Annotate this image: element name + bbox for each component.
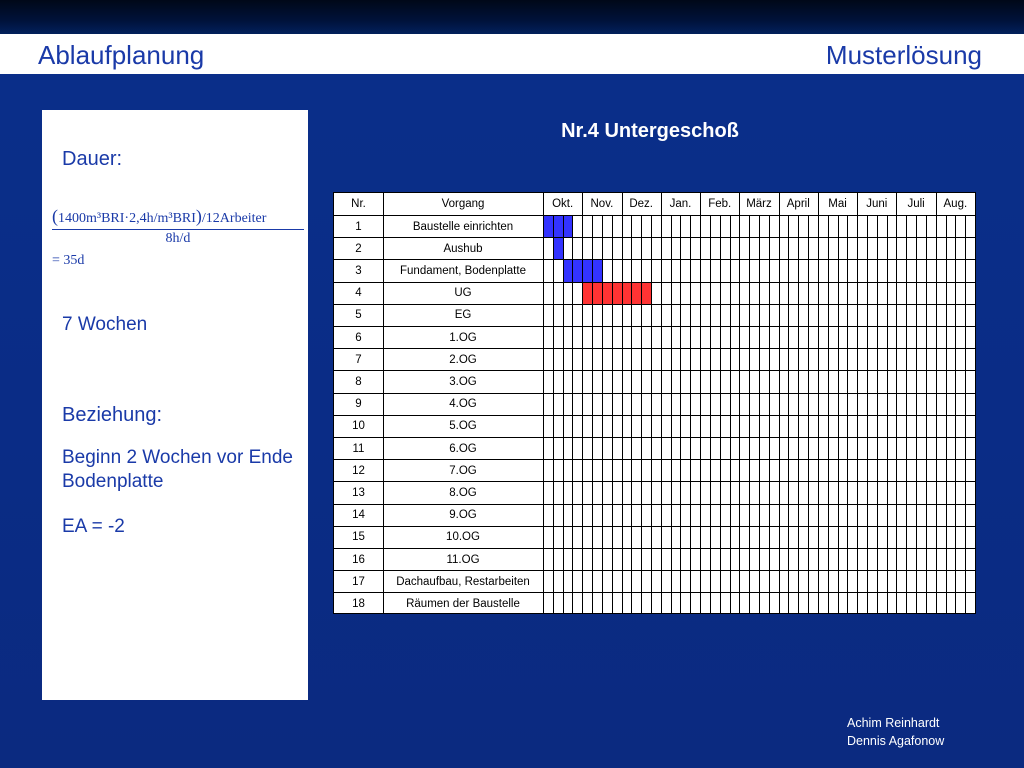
row-vorgang: 11.OG	[446, 553, 480, 566]
row-divider	[543, 282, 975, 283]
row-vorgang: 3.OG	[449, 375, 477, 388]
header-month: Mai	[828, 198, 847, 210]
header-month: Jan.	[669, 198, 692, 210]
header-month: Dez.	[629, 198, 653, 210]
ea-value: EA = -2	[62, 516, 125, 537]
row-nr: 6	[355, 331, 362, 344]
month-divider	[661, 193, 662, 613]
row-divider	[543, 215, 975, 216]
row-vorgang: Aushub	[443, 242, 483, 255]
header-month: Juni	[866, 198, 888, 210]
row-nr: 3	[355, 264, 362, 277]
formula-numerator-tail: /12Arbeiter	[201, 211, 267, 226]
row-vorgang: 1.OG	[449, 331, 477, 344]
month-divider	[779, 193, 780, 613]
row-vorgang: 5.OG	[449, 420, 477, 433]
gantt-table	[333, 192, 976, 614]
table-row	[334, 548, 975, 570]
table-row	[334, 504, 975, 526]
table-row	[334, 326, 975, 348]
row-nr: 13	[352, 486, 365, 499]
row-nr: 7	[355, 353, 362, 366]
authors	[847, 714, 944, 750]
month-divider	[818, 193, 819, 613]
table-row	[334, 437, 975, 459]
row-nr: 5	[355, 309, 362, 322]
row-vorgang: 8.OG	[449, 486, 477, 499]
header-month: Nov.	[590, 198, 614, 210]
row-divider	[543, 570, 975, 571]
page-title: Ablaufplanung	[38, 40, 205, 70]
row-vorgang: Fundament, Bodenplatte	[400, 264, 526, 277]
row-vorgang: 9.OG	[449, 509, 477, 522]
column-divider	[383, 193, 384, 613]
table-row	[334, 259, 975, 281]
table-row	[334, 215, 975, 237]
row-vorgang: Baustelle einrichten	[412, 220, 514, 233]
row-divider	[543, 326, 975, 327]
table-row	[334, 370, 975, 392]
explanation-panel	[42, 110, 308, 700]
row-vorgang: UG	[454, 287, 472, 300]
table-row	[334, 348, 975, 370]
top-band	[0, 0, 1024, 34]
row-nr: 17	[352, 575, 365, 588]
row-nr: 8	[355, 375, 362, 388]
gantt-title: Nr.4 Untergeschoß	[561, 120, 739, 142]
row-nr: 1	[355, 220, 362, 233]
row-nr: 12	[352, 464, 365, 477]
row-vorgang: Dachaufbau, Restarbeiten	[396, 575, 530, 588]
month-divider	[582, 193, 583, 613]
table-row	[334, 592, 975, 614]
formula-numerator-main: 1400m³BRI·2,4h/m³BRI	[58, 211, 196, 226]
table-row	[334, 570, 975, 592]
month-divider	[739, 193, 740, 613]
formula-result: = 35d	[52, 253, 85, 268]
row-nr: 15	[352, 531, 365, 544]
table-row	[334, 526, 975, 548]
table-row	[334, 237, 975, 259]
table-row	[334, 481, 975, 503]
row-divider	[543, 259, 975, 260]
row-divider	[543, 526, 975, 527]
row-divider	[543, 481, 975, 482]
header-nr: Nr.	[351, 198, 366, 210]
header-month: März	[746, 198, 772, 210]
month-divider	[936, 193, 937, 613]
row-divider	[543, 393, 975, 394]
row-nr: 11	[352, 442, 365, 455]
row-divider	[543, 304, 975, 305]
row-divider	[543, 237, 975, 238]
row-vorgang: 2.OG	[449, 353, 477, 366]
month-divider	[700, 193, 701, 613]
table-row	[334, 393, 975, 415]
table-row	[334, 304, 975, 326]
row-divider	[543, 415, 975, 416]
row-divider	[543, 459, 975, 460]
row-nr: 4	[355, 287, 362, 300]
row-vorgang: 10.OG	[446, 531, 480, 544]
row-divider	[543, 370, 975, 371]
row-divider	[543, 437, 975, 438]
row-nr: 2	[355, 242, 362, 255]
header-month: April	[786, 198, 810, 210]
gantt-bar	[553, 237, 563, 259]
row-nr: 14	[352, 509, 365, 522]
row-divider	[543, 504, 975, 505]
duration-weeks: 7 Wochen	[62, 314, 148, 335]
header-vorgang: Vorgang	[441, 198, 485, 210]
row-vorgang: Räumen der Baustelle	[406, 597, 520, 610]
beziehung-text: Beginn 2 Wochen vor Ende Bodenplatte	[62, 447, 293, 492]
row-vorgang: 6.OG	[449, 442, 477, 455]
header-month: Aug.	[943, 198, 968, 210]
gantt-header-row	[334, 193, 975, 215]
row-divider	[543, 548, 975, 549]
row-vorgang: EG	[454, 309, 472, 322]
duration-formula	[52, 206, 304, 269]
row-nr: 9	[355, 398, 362, 411]
beziehung-label: Beziehung:	[62, 404, 163, 426]
row-nr: 16	[352, 553, 365, 566]
gantt-bar	[543, 215, 572, 237]
month-divider	[622, 193, 623, 613]
author-1: Achim Reinhardt	[847, 716, 940, 730]
row-divider	[543, 348, 975, 349]
month-divider	[857, 193, 858, 613]
row-divider	[543, 592, 975, 593]
month-divider	[896, 193, 897, 613]
row-vorgang: 7.OG	[449, 464, 477, 477]
author-2: Dennis Agafonow	[847, 734, 945, 748]
header-month: Juli	[907, 198, 925, 210]
table-row	[334, 459, 975, 481]
header-month: Okt.	[552, 198, 574, 210]
dauer-label: Dauer:	[62, 148, 123, 170]
formula-denominator: 8h/d	[165, 231, 191, 246]
row-nr: 10	[352, 420, 365, 433]
formula-numerator: (1400m³BRI·2,4h/m³BRI)/12Arbeiter	[52, 206, 304, 230]
header-month: Feb.	[708, 198, 732, 210]
page-subtitle: Musterlösung	[825, 40, 982, 70]
table-row	[334, 282, 975, 304]
row-vorgang: 4.OG	[449, 398, 477, 411]
column-divider	[543, 193, 544, 613]
table-row	[334, 415, 975, 437]
row-nr: 18	[352, 597, 365, 610]
